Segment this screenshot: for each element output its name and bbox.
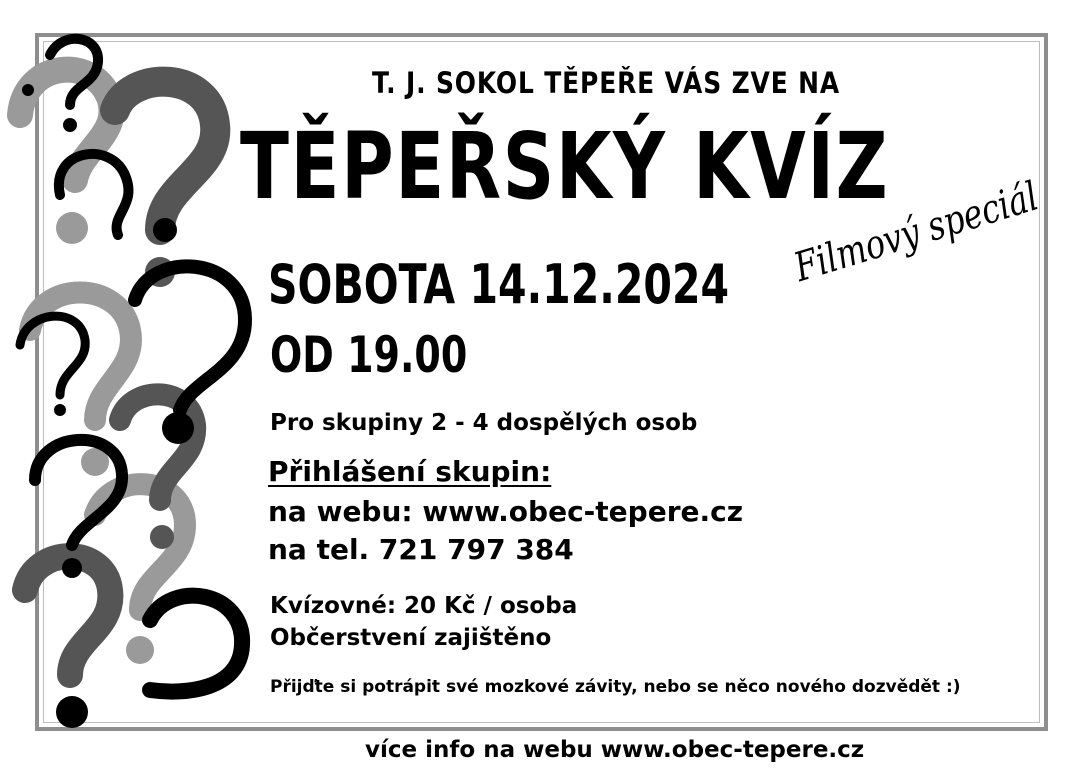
question-mark-dot [22, 84, 34, 96]
question-mark-dot [56, 696, 88, 728]
question-mark-dot [153, 218, 177, 242]
event-title: TĚPEŘSKÝ KVÍZ [240, 113, 890, 220]
question-mark-dot [56, 212, 88, 244]
registration-phone: na tel. 721 797 384 [268, 533, 574, 566]
refreshments-info: Občerstvení zajištěno [270, 625, 552, 651]
motto-line: Přijďte si potrápit své mozkové závity, nebo se něco nového dozvědět :) [270, 677, 961, 697]
question-mark-dot [54, 404, 66, 416]
event-date: SOBOTA 14.12.2024 [268, 253, 730, 316]
footer-info: více info na webu www.obec-tepere.cz [365, 737, 865, 763]
question-mark-dot [63, 118, 77, 132]
question-mark-icon [20, 316, 85, 395]
question-mark-dot [126, 636, 154, 664]
question-mark-dot [62, 558, 82, 578]
special-edition-label: Filmový speciál [789, 173, 1044, 292]
entry-fee: Kvízovné: 20 Kč / osoba [270, 593, 578, 619]
event-time: OD 19.00 [270, 326, 468, 384]
question-mark-icon [150, 596, 242, 692]
question-mark-dot [162, 412, 194, 444]
question-mark-dot [150, 525, 174, 549]
question-mark-icon [115, 82, 215, 230]
registration-web: na webu: www.obec-tepere.cz [268, 495, 744, 528]
invitation-line: T. J. SOKOL TĚPEŘE VÁS ZVE NA [372, 66, 841, 100]
group-size-info: Pro skupiny 2 - 4 dospělých osob [270, 410, 698, 436]
registration-heading: Přihlášení skupin: [268, 455, 552, 488]
